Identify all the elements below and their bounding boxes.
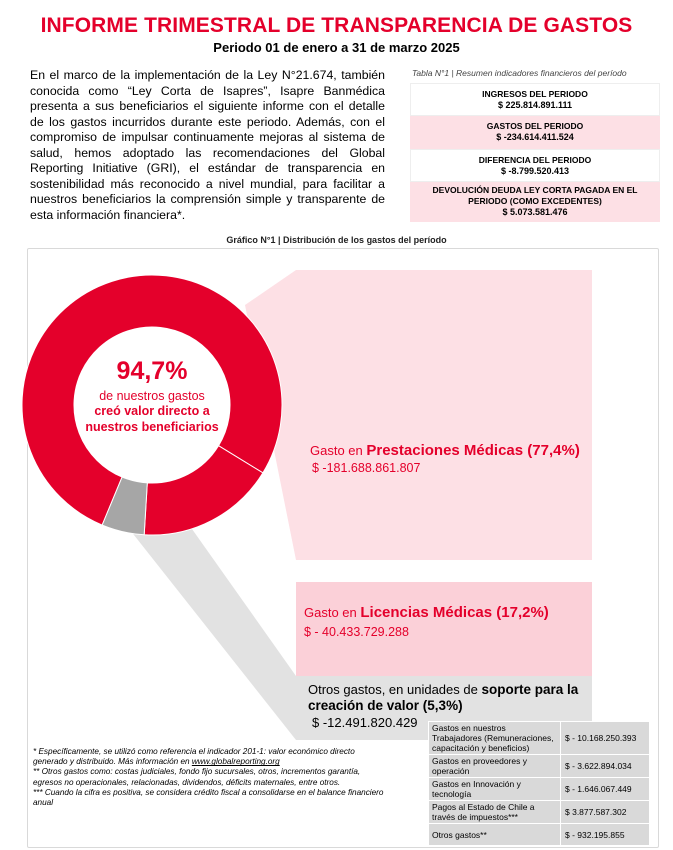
footnotes xyxy=(33,747,391,808)
summary-value: $ -234.614.411.524 xyxy=(496,132,574,142)
summary-caption: Tabla N°1 | Resumen indicadores financieros del período xyxy=(412,68,627,78)
prestaciones-value: $ -181.688.861.807 xyxy=(312,461,421,475)
footnote-3: *** Cuando la cifra es positiva, se considera crédito fiscal a consolidarse en el balance financiero anual xyxy=(33,787,384,808)
table-row xyxy=(429,755,650,778)
detail-table xyxy=(428,721,650,846)
table-row xyxy=(429,722,650,755)
summary-label: INGRESOS DEL PERIODO xyxy=(482,89,588,99)
summary-value: $ -8.799.520.413 xyxy=(500,166,570,176)
report-period: Periodo 01 de enero a 31 de marzo 2025 xyxy=(213,40,460,55)
otros-label xyxy=(308,682,593,714)
prestaciones-pre: Gasto en xyxy=(310,443,367,458)
intro-paragraph: En el marco de la implementación de la Ley N°21.674, también conocida como “Ley Corta de Isapres”, Isapre Banmédica presenta a sus beneficiarios el siguiente informe con el detalle de los gastos incurridos durante este periodo. Además, con el compromiso de impulsar continuamente mejoras al sistema de salud, hemos adoptado las recomendaciones del Global Reporting Initiative (GRI), el estándar de transparencia en sostenibilidad más reconocido a nivel mundial, para facilitar a nuestros beneficiarios la comprensión simple y transparente de esta información financiera*. xyxy=(30,68,385,222)
detail-value: $ - 1.646.067.449 xyxy=(561,778,650,801)
licencias-label xyxy=(304,604,549,621)
connector-band xyxy=(130,505,296,740)
detail-value: $ - 10.168.250.393 xyxy=(561,722,650,755)
detail-label: Gastos en Innovación y tecnología xyxy=(429,778,561,801)
detail-label: Otros gastos** xyxy=(429,824,561,846)
summary-value: $ 5.073.581.476 xyxy=(502,207,568,217)
otros-pre: Otros gastos, en unidades de xyxy=(308,682,482,697)
detail-label: Pagos al Estado de Chile a través de impuestos*** xyxy=(429,801,561,824)
chart-title: Gráfico N°1 | Distribución de los gastos del período xyxy=(226,235,447,245)
table-row xyxy=(429,824,650,846)
footnote-1 xyxy=(33,747,391,767)
footnote-1-text: * Específicamente, se utilizó como referencia el indicador 201-1: valor económico directo generado y distribuido. Más información en xyxy=(33,747,355,767)
footnote-2: ** Otros gastos como: costas judiciales, fondo fijo sucursales, otros, incrementos garantía, egresos no operacionales, relacionadas, dividendos, déficits maternales, entre otros. xyxy=(33,767,361,787)
summary-value: $ 225.814.891.111 xyxy=(497,100,573,110)
otros-bold: soporte para la creación de valor (5,3%) xyxy=(308,682,579,713)
prestaciones-callout-bg xyxy=(245,270,592,560)
detail-value: $ 3.877.587.302 xyxy=(561,801,650,824)
licencias-value: $ - 40.433.729.288 xyxy=(304,625,409,639)
detail-value: $ - 3.622.894.034 xyxy=(561,755,650,778)
detail-label: Gastos en proveedores y operación xyxy=(429,755,561,778)
detail-value: $ - 932.195.855 xyxy=(561,824,650,846)
summary-label: GASTOS DEL PERIODO xyxy=(486,121,584,131)
table-row xyxy=(429,778,650,801)
summary-label: DIFERENCIA DEL PERIODO xyxy=(478,155,592,165)
licencias-bold: Licencias Médicas (17,2%) xyxy=(360,604,549,621)
summary-label: DEVOLUCIÓN DEUDA LEY CORTA PAGADA EN EL PERIODO (COMO EXCEDENTES) xyxy=(432,185,638,206)
center-percentage: 94,7% xyxy=(116,357,188,385)
prestaciones-label xyxy=(310,442,580,459)
table-row xyxy=(429,801,650,824)
footnote-link[interactable]: www.globalreporting.org xyxy=(191,757,280,767)
report-title: INFORME TRIMESTRAL DE TRANSPARENCIA DE GASTOS xyxy=(40,14,633,37)
detail-label: Gastos en nuestros Trabajadores (Remuneraciones, capacitación y beneficios) xyxy=(429,722,561,755)
otros-value: $ -12.491.820.429 xyxy=(312,715,418,730)
licencias-pre: Gasto en xyxy=(304,605,361,620)
center-line2: creó valor directo a nuestros beneficiarios xyxy=(85,404,219,434)
prestaciones-bold: Prestaciones Médicas (77,4%) xyxy=(366,442,580,459)
center-line1: de nuestros gastos xyxy=(99,389,205,403)
